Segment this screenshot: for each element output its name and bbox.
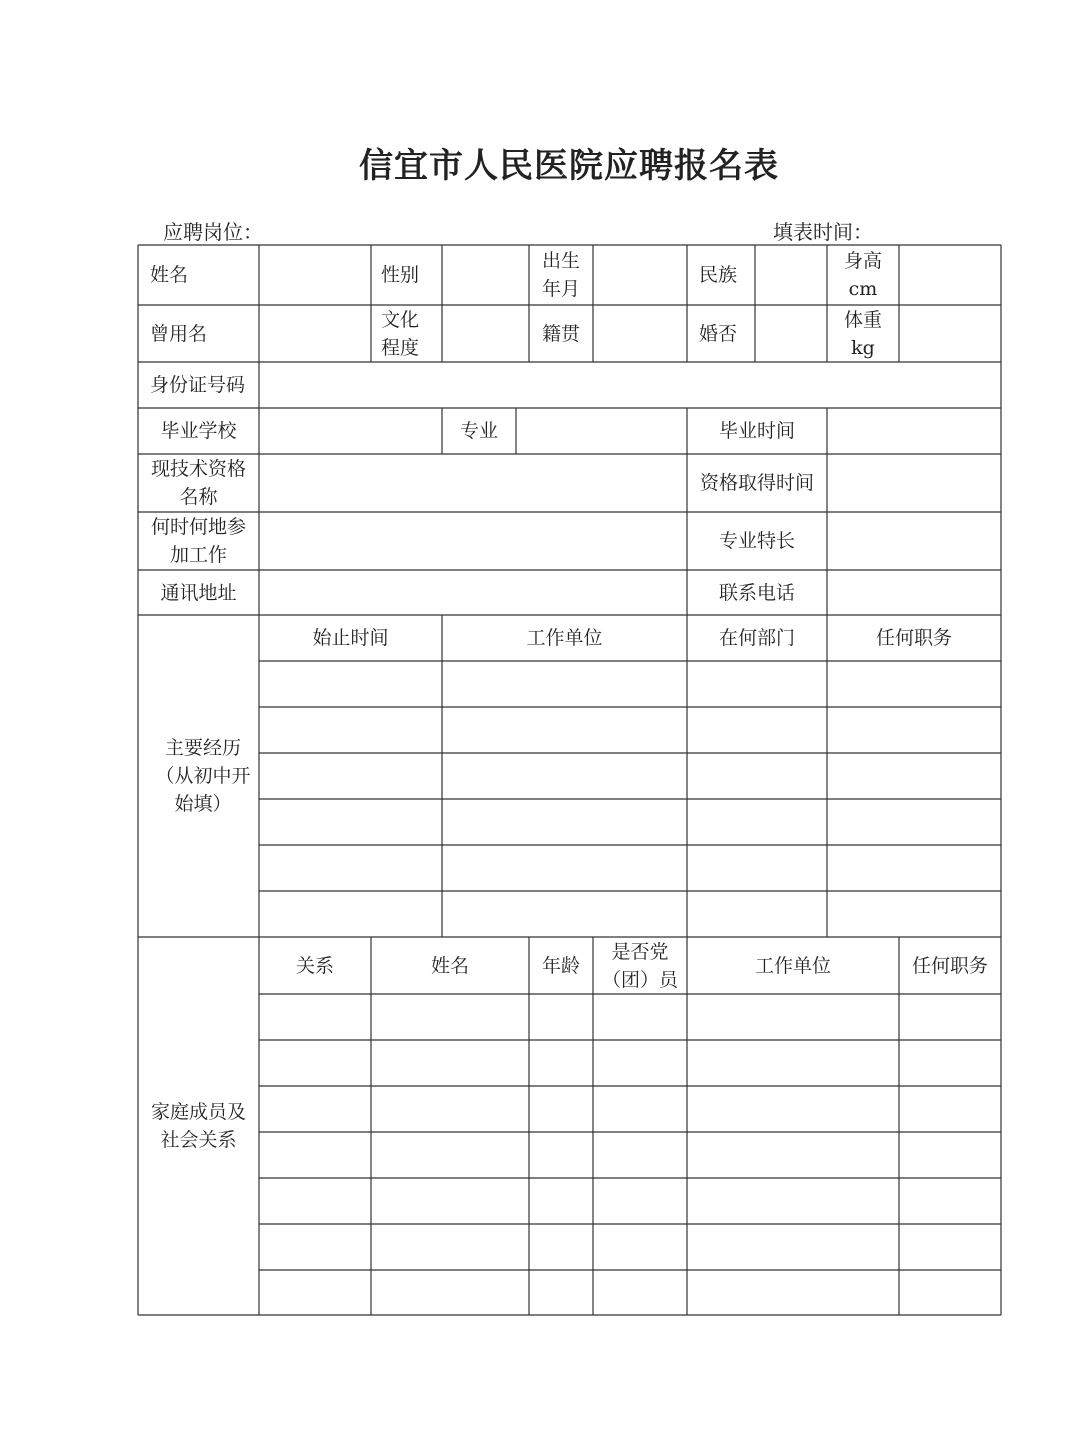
fam-header-age: 年龄	[541, 954, 580, 977]
gender-label: 性别	[380, 264, 419, 286]
weight-label: 体重 kg	[843, 308, 882, 359]
address-label: 通讯地址	[160, 581, 237, 604]
ethnicity-label: 民族	[698, 264, 737, 286]
position-label: 应聘岗位：	[163, 220, 263, 244]
work-start-label: 何时何地参 加工作	[150, 516, 246, 566]
id-number-label: 身份证号码	[150, 374, 246, 396]
qualification-input[interactable]	[259, 454, 687, 512]
native-place-label: 籍贯	[541, 322, 580, 345]
specialty-label: 专业特长	[718, 530, 795, 552]
form-title: 信宜市人民医院应聘报名表	[359, 146, 779, 186]
fam-header-employer: 工作单位	[754, 954, 831, 977]
grad-time-input[interactable]	[827, 408, 1001, 454]
experience-label: 主要经历 （从初中开 始填）	[155, 737, 251, 815]
school-input[interactable]	[259, 408, 442, 454]
birth-input[interactable]	[593, 245, 687, 305]
date-label: 填表时间：	[773, 220, 873, 244]
education-label: 文化 程度	[380, 308, 419, 359]
major-input[interactable]	[516, 408, 687, 454]
exp-header-position: 任何职务	[875, 627, 952, 649]
fam-header-relation: 关系	[295, 954, 334, 977]
weight-input[interactable]	[899, 305, 1001, 362]
phone-input[interactable]	[827, 570, 1001, 615]
birth-label: 出生 年月	[541, 250, 580, 300]
major-label: 专业	[459, 420, 498, 442]
grad-time-label: 毕业时间	[718, 420, 795, 442]
fam-header-name: 姓名	[430, 954, 469, 977]
work-start-input[interactable]	[259, 512, 687, 570]
experience-rows[interactable]	[259, 661, 1001, 937]
exp-header-employer: 工作单位	[526, 627, 603, 649]
marital-input[interactable]	[755, 305, 827, 362]
phone-label: 联系电话	[718, 581, 795, 604]
id-number-input[interactable]	[259, 362, 1001, 408]
qual-time-label: 资格取得时间	[699, 472, 814, 494]
height-label: 身高 cm	[843, 250, 882, 300]
family-rows[interactable]	[259, 994, 1001, 1315]
gender-input[interactable]	[442, 245, 529, 305]
school-label: 毕业学校	[160, 420, 237, 442]
name-input[interactable]	[259, 245, 371, 305]
native-place-input[interactable]	[593, 305, 687, 362]
fam-header-party: 是否党 （团）员	[601, 940, 678, 991]
address-input[interactable]	[259, 570, 687, 615]
exp-header-period: 始止时间	[312, 627, 389, 649]
name-label: 姓名	[150, 264, 189, 286]
height-input[interactable]	[899, 245, 1001, 305]
qual-time-input[interactable]	[827, 454, 1001, 512]
exp-header-department: 在何部门	[718, 627, 795, 649]
former-name-label: 曾用名	[150, 322, 208, 345]
ethnicity-input[interactable]	[755, 245, 827, 305]
education-input[interactable]	[442, 305, 529, 362]
qualification-label: 现技术资格 名称	[150, 458, 246, 508]
marital-label: 婚否	[698, 322, 737, 345]
specialty-input[interactable]	[827, 512, 1001, 570]
former-name-input[interactable]	[259, 305, 371, 362]
fam-header-position: 任何职务	[911, 954, 988, 977]
family-label: 家庭成员及 社会关系	[150, 1101, 246, 1151]
